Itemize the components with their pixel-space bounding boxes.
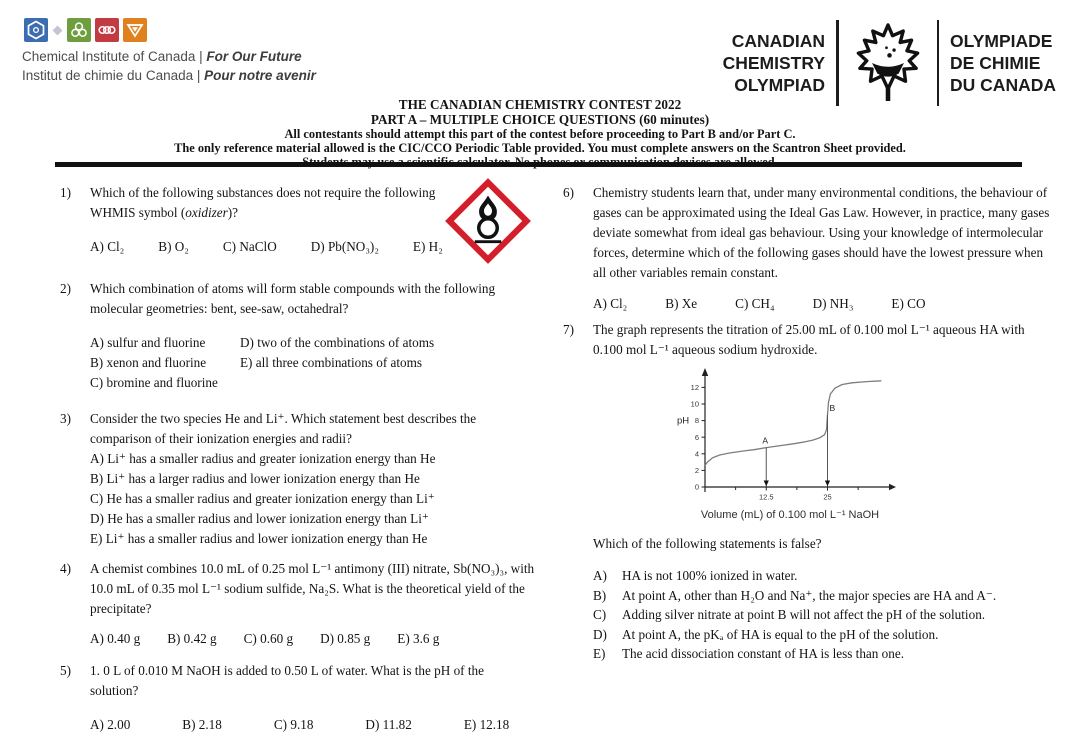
cic-logo-group <box>24 18 147 42</box>
option: B) xenon and fluorine <box>90 355 207 370</box>
option: A) sulfur and fluorine <box>90 335 206 350</box>
svg-text:B: B <box>829 402 836 413</box>
cic-wordmark-fr: Institut de chimie du Canada | Pour notre avenir <box>22 68 316 83</box>
option: E) The acid dissociation constant of HA is less than one. <box>593 646 905 661</box>
question-stem: Which of the following statements is false? <box>593 536 822 551</box>
titration-plot-svg <box>665 362 900 504</box>
svg-text:4: 4 <box>694 449 699 459</box>
cic-wordmark-en: Chemical Institute of Canada | For Our Future <box>22 49 302 64</box>
cco-wordmark-en: CANADIAN CHEMISTRY OLYMPIAD <box>722 31 826 95</box>
svg-text:10: 10 <box>690 399 699 409</box>
cact-orange-logo-icon <box>123 18 147 42</box>
question-number: 5) <box>60 663 71 678</box>
whmis-oxidizer-icon <box>444 177 532 265</box>
question-3 <box>60 409 538 549</box>
options-row <box>90 629 538 649</box>
y-axis-label: pH <box>677 415 690 427</box>
question-4 <box>60 559 538 649</box>
question-text: Which combination of atoms will form stable compounds with the following molecular geometries: bent, see-saw, octahedral? <box>90 281 496 316</box>
svg-text:25: 25 <box>823 492 832 502</box>
options-row <box>593 294 1057 314</box>
option: C) 9.18 <box>273 717 314 732</box>
csche-red-logo-icon <box>95 18 119 42</box>
options-grid <box>90 333 538 393</box>
x-axis-label: Volume (mL) of 0.100 mol L⁻¹ NaOH <box>700 509 880 521</box>
option: B) 2.18 <box>182 717 222 732</box>
svg-text:2: 2 <box>694 466 699 475</box>
option: E) 3.6 g <box>397 631 440 646</box>
right-column <box>563 183 1057 664</box>
option: C) 0.60 g <box>243 631 294 646</box>
option: D) NH₃ <box>812 296 854 311</box>
csc-green-logo-icon <box>67 18 91 42</box>
question-1 <box>60 183 538 257</box>
option: D) 0.85 g <box>320 631 371 646</box>
svg-text:0: 0 <box>694 482 699 492</box>
left-column <box>60 183 538 735</box>
svg-text:8: 8 <box>694 416 699 426</box>
option: B) Li⁺ has a larger radius and lower ionization energy than He <box>90 471 420 486</box>
option: C) NaClO <box>222 239 277 254</box>
option: A) 2.00 <box>90 717 131 732</box>
cco-divider-bar <box>937 20 940 106</box>
question-text: Consider the two species He and Li⁺. Which statement best describes the comparison of their ionization energies and radii? <box>90 411 477 446</box>
option: C) Adding silver nitrate at point B will not affect the pH of the solution. <box>593 607 986 622</box>
question-number: 4) <box>60 561 71 576</box>
option: A) Cl₂ <box>90 239 125 254</box>
cco-wordmark-fr: OLYMPIADE DE CHIMIE DU CANADA <box>950 31 1056 95</box>
option: C) CH₄ <box>735 296 775 311</box>
option: C) bromine and fluorine <box>90 375 218 390</box>
option: C) He has a smaller radius and greater ionization energy than Li⁺ <box>90 491 435 506</box>
option: E) H₂ <box>412 239 443 254</box>
question-number: 3) <box>60 411 71 426</box>
option: A) HA is not 100% ionized in water. <box>593 568 798 583</box>
cic-blue-logo-icon <box>24 18 48 42</box>
option: B) 0.42 g <box>167 631 217 646</box>
question-7 <box>563 320 1057 664</box>
question-number: 2) <box>60 281 71 296</box>
option: E) 12.18 <box>463 717 510 732</box>
contest-header <box>0 98 1080 169</box>
titration-graph <box>665 362 915 525</box>
contest-subtitle: PART A – MULTIPLE CHOICE QUESTIONS (60 minutes) <box>370 111 710 127</box>
question-text: Chemistry students learn that, under many environmental conditions, the behaviour of gases can be approximated using the Ideal Gas Law. However, in practice, many gases deviate somewhat from ideal gas behaviour. Using your knowledge of intermolecular forces, determine which of the following gases should have the lowest pressure when all other variables remain constant. <box>593 185 1050 280</box>
option: B) At point A, other than H₂O and Na⁺, the major species are HA and A⁻. <box>593 587 997 603</box>
cic-wordmark <box>22 47 316 85</box>
question-5 <box>60 661 538 735</box>
question-number: 7) <box>563 322 574 337</box>
option: D) Pb(NO₃)₂ <box>310 239 379 254</box>
options-row <box>90 715 538 735</box>
contest-title: THE CANADIAN CHEMISTRY CONTEST 2022 <box>398 97 682 112</box>
option: D) 11.82 <box>365 717 412 732</box>
question-text: Which of the following substances does not require the following WHMIS symbol (oxidizer)? <box>90 185 436 220</box>
option: E) all three combinations of atoms <box>240 355 423 370</box>
question-text: A chemist combines 10.0 mL of 0.25 mol L⁻¹ antimony (III) nitrate, Sb(NO₃)₃, with 10.0 mL of 0.35 mol L⁻¹ sodium sulfide, Na₂S. What is the theoretical yield of the precipitate? <box>90 561 535 616</box>
option: B) Xe <box>665 296 698 311</box>
question-6 <box>563 183 1057 314</box>
svg-text:A: A <box>762 435 769 446</box>
option: D) At point A, the pKₐ of HA is equal to the pH of the solution. <box>593 626 939 642</box>
cco-logo-group <box>723 20 1056 106</box>
svg-text:12: 12 <box>690 383 699 392</box>
question-number: 1) <box>60 185 71 200</box>
question-number: 6) <box>563 185 574 200</box>
cco-divider-bar <box>836 20 839 106</box>
option: A) Cl₂ <box>593 296 628 311</box>
option: D) He has a smaller radius and lower ionization energy than Li⁺ <box>90 511 429 526</box>
svg-text:12.5: 12.5 <box>758 492 774 502</box>
option: D) two of the combinations of atoms <box>240 335 435 350</box>
option: E) Li⁺ has a smaller radius and lower ionization energy than He <box>90 531 428 546</box>
option: A) 0.40 g <box>90 631 141 646</box>
option: B) O₂ <box>158 239 189 254</box>
svg-text:6: 6 <box>694 432 699 442</box>
option: E) CO <box>891 296 926 311</box>
question-2 <box>60 279 538 393</box>
question-text: 1. 0 L of 0.010 M NaOH is added to 0.50 L of water. What is the pH of the solution? <box>90 663 484 698</box>
header-divider-rule <box>55 162 1022 167</box>
instruction-line-1: All contestants should attempt this part of the contest before proceeding to Part B and/or Part C. <box>284 127 796 141</box>
diamond-separator-icon <box>53 25 63 35</box>
question-text: The graph represents the titration of 25.00 mL of 0.100 mol L⁻¹ aqueous HA with 0.100 mol L⁻¹ aqueous sodium hydroxide. <box>593 322 1025 357</box>
cco-maple-leaf-logo-icon <box>850 21 926 105</box>
option: A) Li⁺ has a smaller radius and greater ionization energy than He <box>90 451 436 466</box>
instruction-line-2: The only reference material allowed is the CIC/CCO Periodic Table provided. You must complete answers on the Scantron Sheet provided. <box>174 141 906 155</box>
instruction-line-3: Students may use a scientific calculator. No phones or communication devices are allowed. <box>302 155 778 169</box>
